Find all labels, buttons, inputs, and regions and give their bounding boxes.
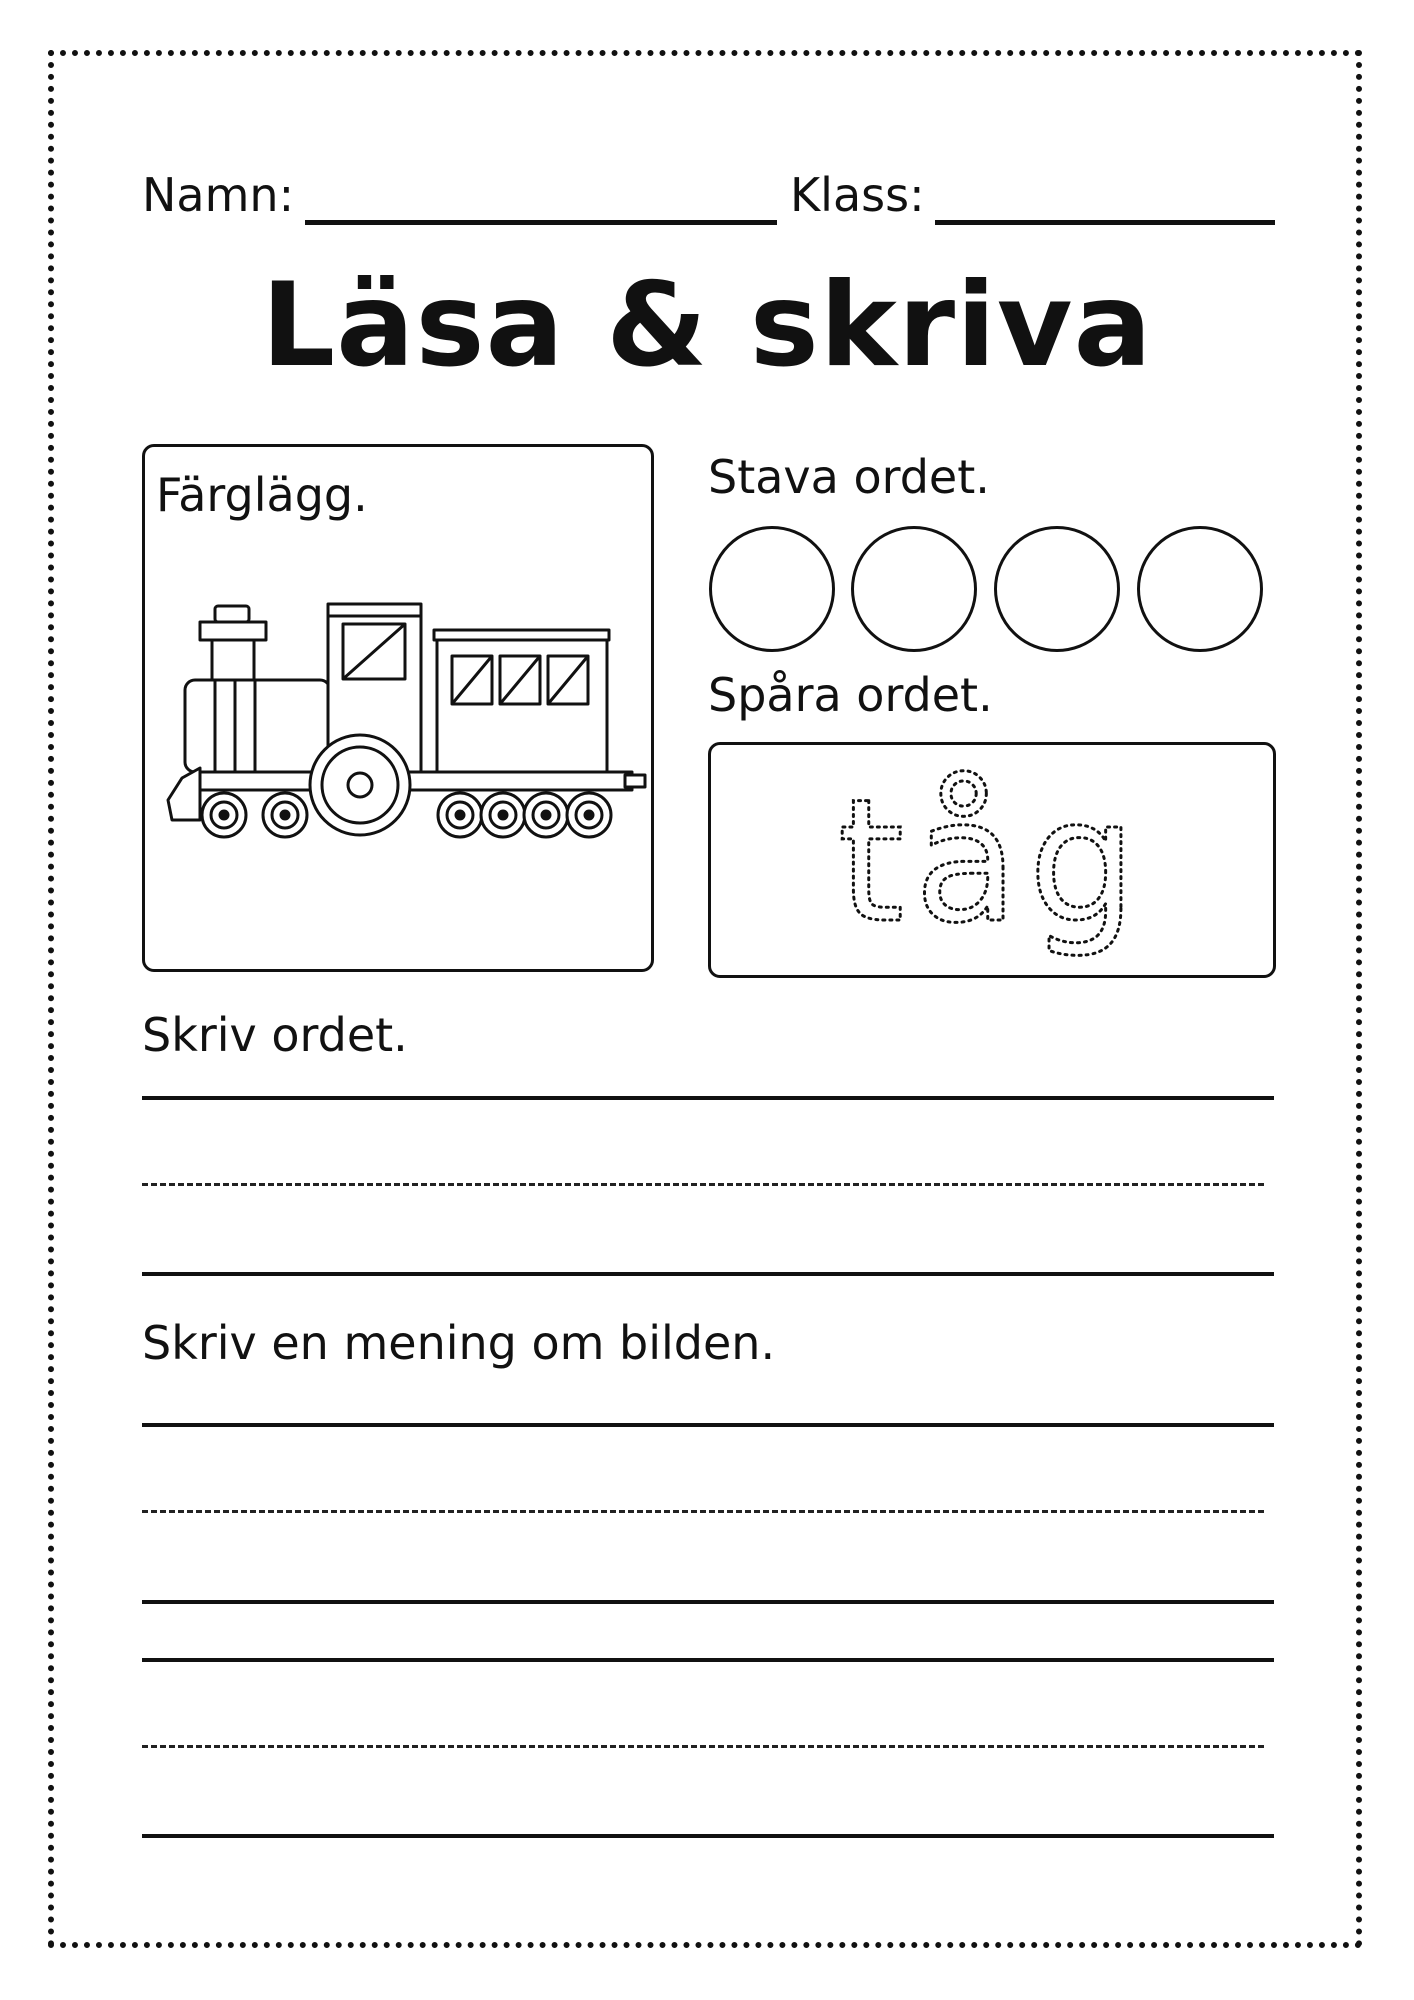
name-label: Namn:	[142, 168, 295, 222]
letter-circle-1[interactable]	[709, 526, 835, 652]
sentence-line-2-bottom[interactable]	[142, 1834, 1274, 1838]
letter-circle-2[interactable]	[851, 526, 977, 652]
write-word-label: Skriv ordet.	[142, 1008, 408, 1062]
traced-word-text: tåg	[837, 763, 1147, 961]
write-word-mid-line[interactable]	[142, 1183, 1264, 1186]
name-line[interactable]	[305, 220, 777, 225]
spell-label: Stava ordet.	[708, 450, 990, 504]
letter-circle-4[interactable]	[1137, 526, 1263, 652]
color-label: Färglägg.	[156, 468, 368, 522]
sentence-line-1-mid[interactable]	[142, 1510, 1264, 1513]
write-sentence-label: Skriv en mening om bilden.	[142, 1316, 776, 1370]
sentence-line-1-bottom[interactable]	[142, 1600, 1274, 1604]
sentence-line-1-top[interactable]	[142, 1423, 1274, 1427]
write-word-top-line[interactable]	[142, 1096, 1274, 1100]
class-line[interactable]	[935, 220, 1275, 225]
train-icon	[162, 590, 642, 850]
sentence-line-2-mid[interactable]	[142, 1745, 1264, 1748]
trace-label: Spåra ordet.	[708, 668, 993, 722]
letter-circle-3[interactable]	[994, 526, 1120, 652]
sentence-line-2-top[interactable]	[142, 1658, 1274, 1662]
traced-word[interactable]	[708, 742, 1276, 978]
page-title: Läsa & skriva	[261, 258, 1153, 393]
class-label: Klass:	[790, 168, 925, 222]
write-word-bottom-line[interactable]	[142, 1272, 1274, 1276]
